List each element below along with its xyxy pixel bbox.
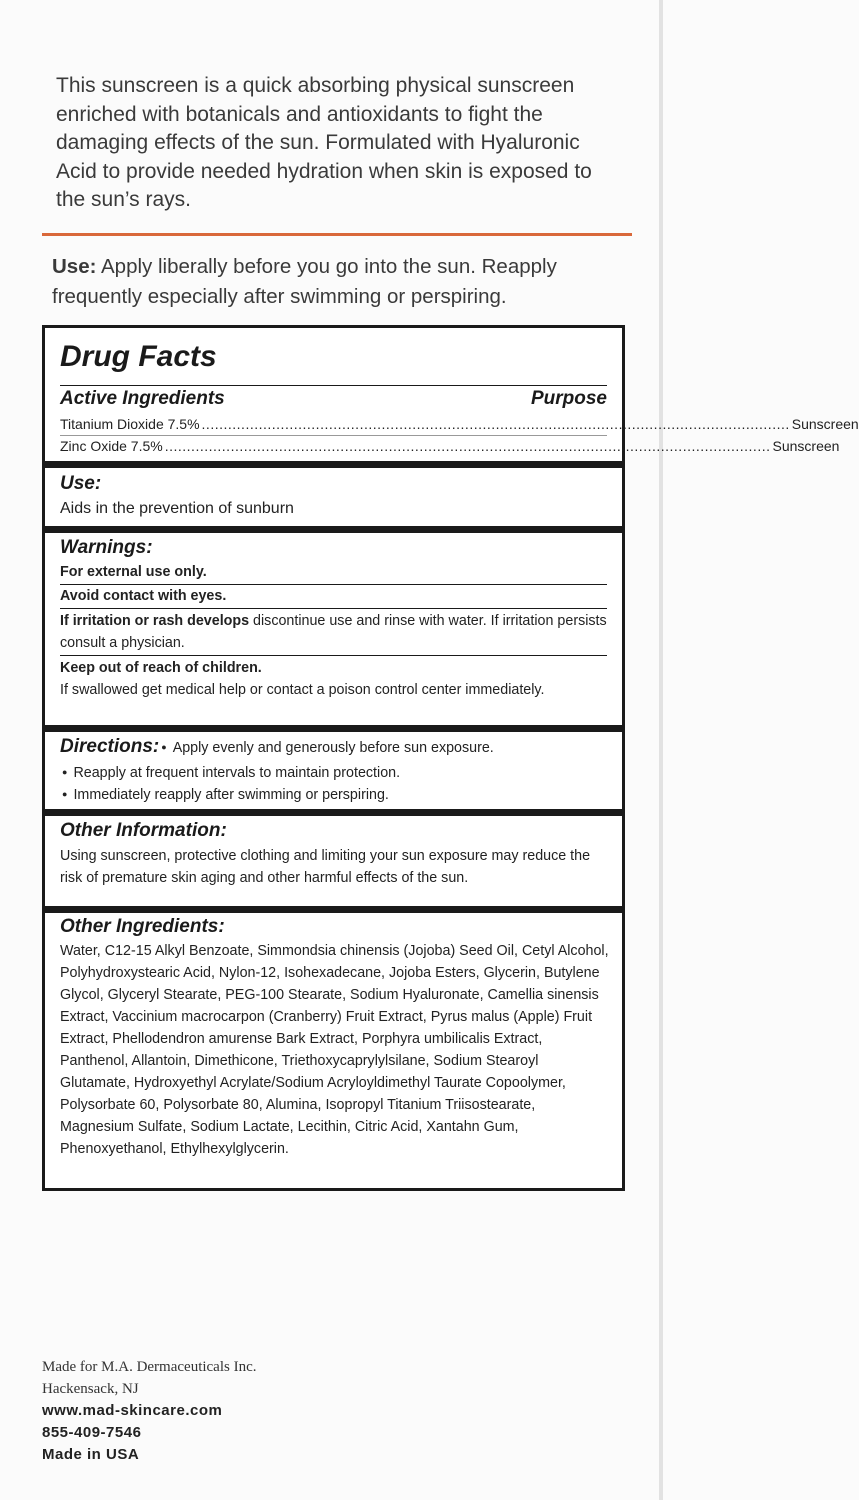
- active-ingredient-purpose: Sunscreen: [772, 438, 840, 454]
- drug-facts-title: Drug Facts: [60, 340, 217, 373]
- manufacturer-line: Made for M.A. Dermaceuticals Inc.: [42, 1359, 257, 1375]
- active-ingredients-header-row: [60, 388, 607, 410]
- drug-facts-box: [42, 325, 859, 1191]
- usage-instructions: [52, 252, 622, 312]
- active-ingredient-name: Titanium Dioxide 7.5%: [60, 416, 200, 432]
- warning-eyes: Avoid contact with eyes.: [60, 588, 227, 604]
- divider: [60, 385, 607, 386]
- usage-text: Apply liberally before you go into the sun. Reapply frequently especially after swimming or perspiring.: [52, 255, 557, 308]
- manufacturer-city: Hackensack, NJ: [42, 1381, 139, 1397]
- warning-children-text: If swallowed get medical help or contact a poison control center immediately.: [60, 682, 545, 698]
- active-ingredient-purpose: Sunscreen: [791, 416, 859, 432]
- section-bar: [45, 906, 622, 913]
- active-ingredient-row: [60, 416, 859, 432]
- directions-row: [60, 736, 607, 760]
- active-ingredients-header: Active Ingredients: [60, 388, 225, 409]
- warning-irritation: [60, 610, 607, 654]
- other-ingredients-text: Water, C12-15 Alkyl Benzoate, Simmondsia chinensis (Jojoba) Seed Oil, Cetyl Alcohol, Polyhydroxystearic Acid, Nylon-12, Isohexadecane, Jojoba Esters, Glycerin, Butylene Glycol, Glyceryl Stearate, PEG-100 Stearate, Sodium Hyaluronate, Camellia sinensis Extract, Vaccinium macrocarpon (Cranberry) Fruit Extract, Pyrus malus (Apple) Fruit Extract, Phellodendron amurense Bark Extract, Porphyra umbilicalis Extract, Panthenol, Allantoin, Dimethicone, Triethoxycaprylylsilane, Sodium Stearoyl Glutamate, Hydroxyethyl Acrylate/Sodium Acryloyldimethyl Taurate Copoolymer, Polysorbate 60, Polysorbate 80, Alumina, Isopropyl Titanium Triisostearate, Magnesium Sulfate, Sodium Lactate, Lecithin, Citric Acid, Xantahn Gum, Phenoxyethanol, Ethylhexylglycerin.: [60, 943, 609, 1157]
- use-header: Use:: [60, 473, 102, 494]
- website-link[interactable]: www.mad-skincare.com: [42, 1402, 223, 1419]
- other-information-header: Other Information:: [60, 820, 227, 841]
- other-information-text: Using sunscreen, protective clothing and limiting your sun exposure may reduce the risk of premature skin aging and other harmful effects of the sun.: [60, 848, 591, 886]
- warning-irritation-text: discontinue use and rinse with water. If irritation persists consult a physician.: [60, 613, 607, 651]
- row-divider: [60, 435, 607, 436]
- divider: [60, 655, 607, 656]
- accent-divider: [42, 233, 632, 236]
- section-bar: [45, 461, 622, 468]
- warning-external-use: For external use only.: [60, 564, 207, 580]
- country-of-origin: Made in USA: [42, 1446, 140, 1463]
- use-text: Aids in the prevention of sunburn: [60, 500, 294, 517]
- usage-label: Use:: [52, 255, 97, 278]
- section-bar: [45, 526, 622, 533]
- divider: [60, 608, 607, 609]
- direction-item: ● Reapply at frequent intervals to maintain protection.: [60, 762, 607, 785]
- warnings-header: Warnings:: [60, 537, 153, 558]
- direction-item: ● Immediately reapply after swimming or perspiring.: [60, 784, 607, 807]
- warning-children-lead: Keep out of reach of children.: [60, 660, 262, 676]
- active-ingredient-name: Zinc Oxide 7.5%: [60, 438, 163, 454]
- manufacturer-info: [42, 1356, 257, 1466]
- active-ingredient-row: [60, 438, 840, 454]
- other-ingredients-header: Other Ingredients:: [60, 916, 225, 937]
- direction-item: ● Apply evenly and generously before sun exposure.: [159, 737, 494, 760]
- warning-irritation-lead: If irritation or rash develops: [60, 613, 250, 629]
- panel-edge: [659, 0, 663, 1500]
- leader-dots: ..........................................................................................................................................: [164, 438, 771, 454]
- phone-number[interactable]: 855-409-7546: [42, 1424, 142, 1441]
- product-description: This sunscreen is a quick absorbing physical sunscreen enriched with botanicals and antioxidants to fight the damaging effects of the sun. Formulated with Hyaluronic Acid to provide needed hydration when skin is exposed to the sun’s rays.: [56, 74, 592, 211]
- section-bar: [45, 725, 622, 732]
- leader-dots: ......................................................................................................................................: [201, 416, 790, 432]
- section-bar: [45, 809, 622, 816]
- directions-header: Directions:: [60, 736, 160, 757]
- purpose-header: Purpose: [530, 388, 607, 409]
